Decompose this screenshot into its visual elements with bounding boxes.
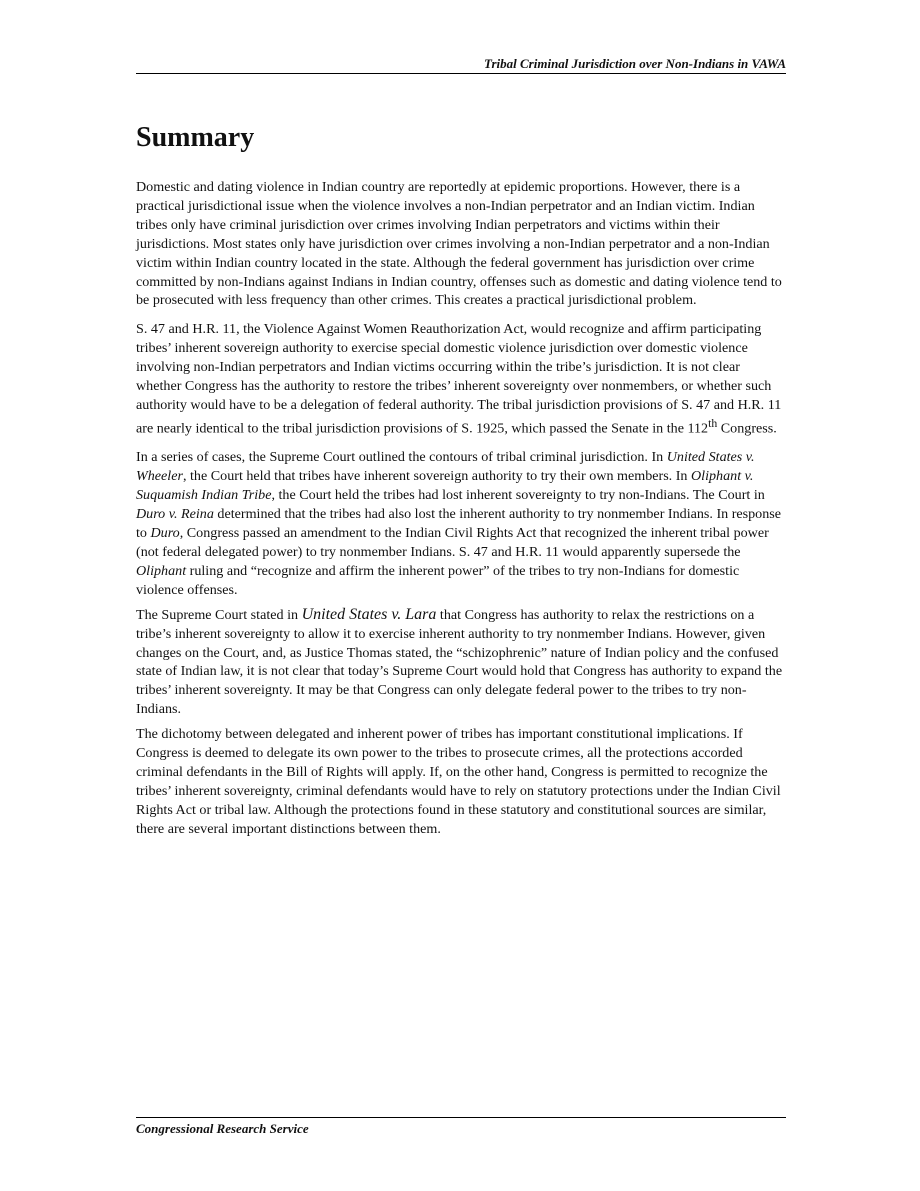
case-oliphant: Oliphant v. Suquamish Indian Tribe	[136, 468, 754, 504]
p3-text-5: , Congress passed an amendment to the Indian Civil Rights Act that recognized the inherent tribal power (not federal delegated power) to try nonmember Indians. S. 47 and H.R. 11 would apparently supersede the	[136, 525, 769, 560]
paragraph-2-tail: Congress.	[717, 420, 777, 437]
case-lara: United States v. Lara	[301, 605, 437, 623]
case-duro-short: Duro	[150, 525, 180, 542]
p3-text-1: In a series of cases, the Supreme Court outlined the contours of tribal criminal jurisdiction. In	[136, 449, 667, 466]
paragraph-4	[136, 606, 786, 719]
paragraph-2	[136, 320, 786, 438]
paragraph-5: The dichotomy between delegated and inherent power of tribes has important constitutional implications. If Congress is deemed to delegate its own power to the tribes to prosecute crimes, all the protections accorded criminal defendants in the Bill of Rights will apply. If, on the other hand, Congress is permitted to recognize the tribes’ inherent sovereignty, criminal defendants would have to rely on statutory protections under the Indian Civil Rights Act or tribal law. Although the protections found in these statutory and constitutional sources are similar, there are several important distinctions between them.	[136, 726, 781, 837]
running-header: Tribal Criminal Jurisdiction over Non-Indians in VAWA	[484, 56, 786, 71]
paragraph-2-text: S. 47 and H.R. 11, the Violence Against Women Reauthorization Act, would recognize and affirm participating tribes’ inherent sovereign authority to exercise special domestic violence jurisdiction over domestic violence involving non-Indian perpetrators and Indian victims occurring within the tribe’s jurisdiction. It is not clear whether Congress has the authority to restore the tribes’ inherent sovereignty over nonmembers, or whether such authority would have to be a delegation of federal authority. The tribal jurisdiction provisions of S. 47 and H.R. 11 are nearly identical to the tribal jurisdiction provisions of S. 1925, which passed the Senate in the 112	[136, 321, 782, 437]
footer-rule	[136, 1117, 786, 1118]
case-wheeler: United States v. Wheeler	[136, 449, 755, 485]
p3-text-4: determined that the tribes had also lost the inherent authority to try nonmember Indians. In response to	[136, 506, 782, 542]
summary-body	[136, 178, 786, 849]
paragraph-3	[136, 448, 786, 599]
paragraph-1: Domestic and dating violence in Indian country are reportedly at epidemic proportions. However, there is a practical jurisdictional issue when the violence involves a non-Indian perpetrator and an Indian victim. Indian tribes only have criminal jurisdiction over crimes involving Indian perpetrators and victims within their jurisdictions. Most states only have jurisdiction over crimes involving a non-Indian perpetrator and a non-Indian victim within Indian country located in the state. Although the federal government has jurisdiction over crime committed by non-Indians against Indians in Indian country, offenses such as domestic and dating violence tend to be prosecuted with less frequency than other crimes. This creates a practical jurisdictional problem.	[136, 179, 782, 309]
p4-text-2: that Congress has authority to relax the restrictions on a tribe’s inherent sovereignty to allow it to exercise inherent authority to try nonmember Indians. However, given changes on the Court, and, as Justice Thomas stated, the “schizophrenic” nature of Indian policy and the confused state of Indian law, it is not clear that today’s Supreme Court would hold that Congress has authority to expand the tribes’ inherent sovereignty. It may be that Congress can only delegate federal power to the tribes to try non-Indians.	[136, 606, 783, 718]
header-rule	[136, 73, 786, 74]
p3-text-6: ruling and “recognize and affirm the inherent power” of the tribes to try non-Indians for domestic violence offenses.	[136, 562, 740, 598]
p4-text-1: The Supreme Court stated in	[136, 606, 302, 623]
p3-text-3: , the Court held the tribes had lost inherent sovereignty to try non-Indians. The Court in	[271, 487, 765, 504]
case-duro: Duro v. Reina	[136, 506, 214, 523]
page-title: Summary	[136, 122, 255, 153]
ordinal-suffix: th	[708, 416, 718, 430]
case-oliphant-short: Oliphant	[136, 562, 187, 579]
running-footer: Congressional Research Service	[136, 1121, 309, 1136]
p3-text-2: , the Court held that tribes have inherent sovereign authority to try their own members. In	[182, 468, 691, 485]
